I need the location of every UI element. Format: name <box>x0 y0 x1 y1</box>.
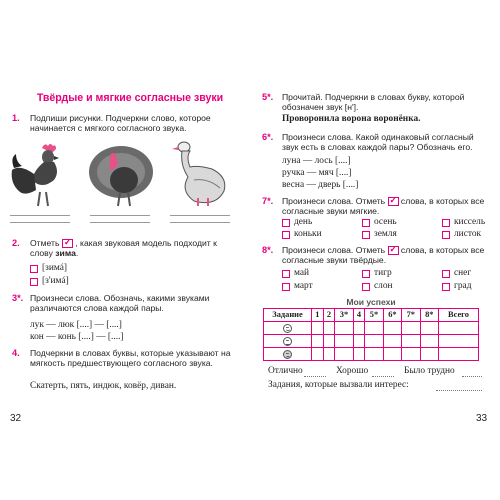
exercise-6-pair-3: весна — дверь [....] <box>282 180 359 190</box>
neutral-face-icon <box>283 337 292 346</box>
interesting-tasks-label: Задания, которые вызвали интерес: <box>268 380 409 390</box>
success-header-7: 7* <box>402 309 420 322</box>
ex7-checkbox-5[interactable] <box>362 231 370 239</box>
ex8-checkbox-2[interactable] <box>362 270 370 278</box>
exercise-2-word: зима <box>55 248 76 259</box>
page-number-left: 32 <box>10 413 22 424</box>
success-header-1: 1 <box>312 309 324 322</box>
exercise-4-words: Скатерть, пять, индюк, ковёр, диван. <box>30 381 177 391</box>
exercise-6-pair-1: луна — лось [....] <box>282 156 351 166</box>
exercise-4-number: 4. <box>12 348 20 358</box>
ex8-word-6: град <box>454 281 472 291</box>
check-mark-icon: ✓ <box>63 237 72 248</box>
model-option-2: [з'имá] <box>42 276 69 286</box>
exercise-1-text: Подпиши рисунки. Подчеркни слово, которое начинается с мягкого согласного звука. <box>30 113 211 134</box>
ex8-word-1: май <box>294 268 310 278</box>
exercise-7-text-a: Произнеси слова. Отметь <box>282 196 386 206</box>
check-mark-icon: ✓ <box>389 244 398 255</box>
success-row-happy <box>264 322 479 335</box>
success-header-8: 8* <box>420 309 439 322</box>
success-header-task: Задание <box>264 309 312 322</box>
model-option-2-checkbox[interactable] <box>30 278 38 286</box>
exercise-7-text-b: слова, в которых все согласные звуки мягкие. <box>282 196 485 217</box>
ex7-word-6: листок <box>454 229 482 239</box>
ex7-word-4: коньки <box>294 229 322 239</box>
exercise-2-text-b: , какая звуковая модель подходит к слову <box>30 238 217 259</box>
ex7-checkbox-3[interactable] <box>442 219 450 227</box>
exercise-2-text-a: Отметь <box>30 238 60 248</box>
answer-line-1a[interactable] <box>10 215 70 216</box>
rating-excellent: Отлично <box>268 366 303 376</box>
answer-line-3b[interactable] <box>170 222 230 223</box>
success-row-sad <box>264 348 479 361</box>
exercise-2-number: 2. <box>12 238 20 248</box>
ex8-word-3: снег <box>454 268 472 278</box>
check-mark-icon: ✓ <box>389 195 398 206</box>
exercise-6-number: 6*. <box>262 132 274 142</box>
ex7-checkbox-2[interactable] <box>362 219 370 227</box>
exercise-2-text: Отметь ✓ , какая звуковая модель подходит к слову зима. <box>30 237 217 259</box>
ex8-checkbox-6[interactable] <box>442 283 450 291</box>
answer-line-2a[interactable] <box>90 215 150 216</box>
answer-line-2b[interactable] <box>90 222 150 223</box>
rating-hard-line[interactable] <box>462 376 482 377</box>
model-option-1-checkbox[interactable] <box>30 265 38 273</box>
page-title: Твёрдые и мягкие согласные звуки <box>36 92 224 104</box>
exercise-3-line-1: лук — люк [....] — [....] <box>30 320 122 330</box>
success-header-row <box>264 309 479 322</box>
exercise-5-text: Прочитай. Подчеркни в словах букву, которой обозначен звук [н']. <box>282 92 465 113</box>
interesting-tasks-line[interactable] <box>436 390 482 391</box>
exercise-3-text: Произнеси слова. Обозначь, какими звуками различаются слова каждой пары. <box>30 293 210 314</box>
success-header-6: 6* <box>383 309 401 322</box>
success-header-5: 5* <box>365 309 383 322</box>
exercise-8-text <box>282 245 488 266</box>
success-row-neutral <box>264 335 479 348</box>
exercise-6-pair-2: ручка — мяч [....] <box>282 168 352 178</box>
exercise-3-number: 3*. <box>12 293 24 303</box>
ex8-word-2: тигр <box>374 268 392 278</box>
ex8-checkbox-1[interactable] <box>282 270 290 278</box>
model-option-1: [зимá] <box>42 263 68 273</box>
ex7-word-3: киссель <box>454 217 486 227</box>
rating-excellent-line[interactable] <box>304 376 326 377</box>
ex7-checkbox-6[interactable] <box>442 231 450 239</box>
exercise-4-text: Подчеркни в словах буквы, которые указывают на мягкость предшествующего согласного звука. <box>30 348 231 369</box>
ex8-word-4: март <box>294 281 313 291</box>
rooster-illustration <box>8 140 72 210</box>
exercise-5-number: 5*. <box>262 92 274 102</box>
happy-face-icon <box>283 324 292 333</box>
rating-good-line[interactable] <box>372 376 394 377</box>
sad-face-icon <box>283 350 292 359</box>
exercise-7-text <box>282 196 488 217</box>
answer-line-3a[interactable] <box>170 215 230 216</box>
exercise-8-text-b: слова, в которых все согласные звуки твёрдые. <box>282 245 485 266</box>
ex7-checkbox-1[interactable] <box>282 219 290 227</box>
success-table <box>263 308 479 361</box>
success-header-4: 4 <box>353 309 365 322</box>
exercise-6-text: Произнеси слова. Какой одинаковый согласный звук есть в словах каждой пары? Обозначь его. <box>282 132 474 153</box>
ex8-checkbox-4[interactable] <box>282 283 290 291</box>
exercise-8-text-a: Произнеси слова. Отметь <box>282 245 386 255</box>
success-header-total: Всего <box>439 309 479 322</box>
answer-line-1b[interactable] <box>10 222 70 223</box>
ex7-word-2: осень <box>374 217 397 227</box>
ex7-word-1: день <box>294 217 313 227</box>
exercise-1-number: 1. <box>12 113 20 123</box>
ex8-checkbox-5[interactable] <box>362 283 370 291</box>
exercise-3-line-2: кон — конь [....] — [....] <box>30 332 124 342</box>
ex8-checkbox-3[interactable] <box>442 270 450 278</box>
success-header-3: 3* <box>335 309 353 322</box>
ex7-word-5: земля <box>374 229 397 239</box>
page-number-right: 33 <box>476 413 488 424</box>
ex8-word-5: слон <box>374 281 393 291</box>
success-header-2: 2 <box>323 309 335 322</box>
exercise-8-number: 8*. <box>262 245 274 255</box>
exercise-7-number: 7*. <box>262 196 274 206</box>
goose-illustration <box>172 138 228 210</box>
rating-good: Хорошо <box>336 366 369 376</box>
rating-hard: Было трудно <box>404 366 455 376</box>
success-title: Мои успехи <box>346 297 396 307</box>
turkey-illustration <box>86 140 156 210</box>
ex7-checkbox-4[interactable] <box>282 231 290 239</box>
exercise-5-phrase: Проворонила ворона воронёнка. <box>282 114 421 124</box>
